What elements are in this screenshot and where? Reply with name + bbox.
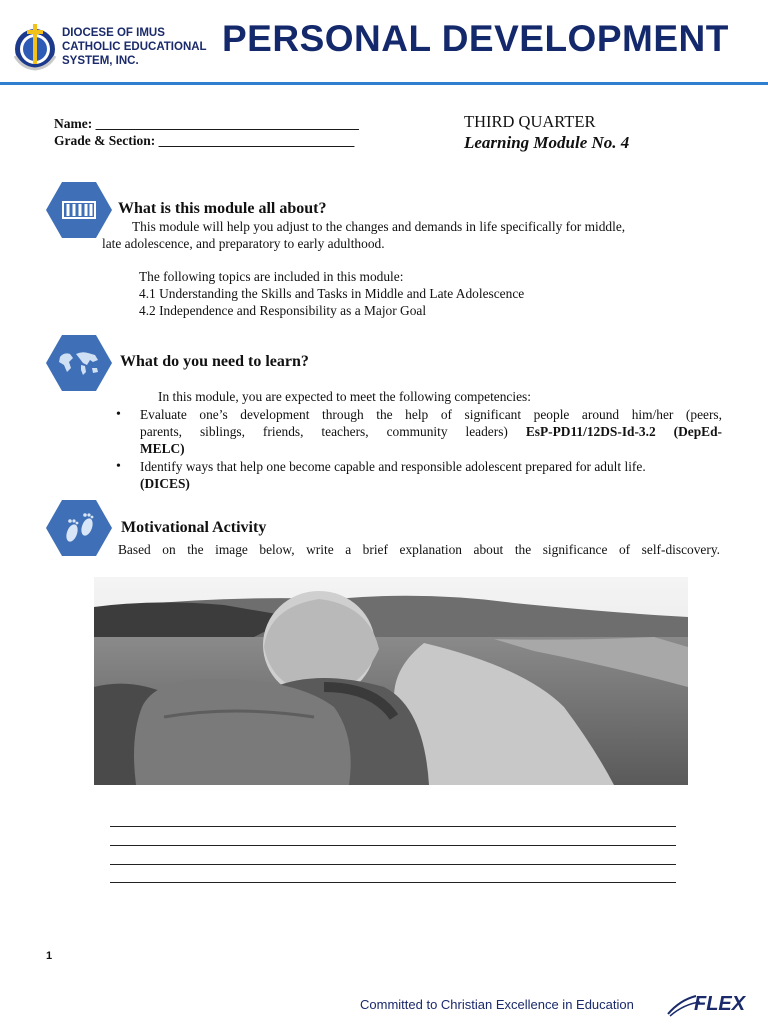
module-intro-line2: late adolescence, and preparatory to early adulthood. [102,236,385,251]
name-field[interactable]: Name: _______________________________________ [54,116,359,131]
section-heading-motivational: Motivational Activity [121,519,267,536]
section-heading-learn: What do you need to learn? [120,353,309,370]
answer-line[interactable] [110,864,676,865]
answer-line[interactable] [110,845,676,846]
topic-item: 4.2 Independence and Responsibility as a Major Goal [139,303,427,318]
section-heading-about: What is this module all about? [118,200,327,217]
competency-1-code-cont: MELC) [140,441,185,456]
competency-item [116,406,722,457]
world-map-icon [46,335,112,391]
topics-intro: The following topics are included in this module: [139,269,404,284]
topic-item: 4.1 Understanding the Skills and Tasks in Middle and Late Adolescence [139,286,525,301]
competency-1-text: parents, siblings, friends, teachers, community leaders) [140,424,508,439]
abacus-icon [46,182,112,238]
activity-instruction: Based on the image below, write a brief explanation about the significance of self-discovery. [118,542,720,557]
self-discovery-photo [94,577,688,785]
module-intro-line1: This module will help you adjust to the changes and demands in life specifically for middle, [132,219,626,234]
organization-name [62,26,207,68]
competency-1-line1: • Evaluate one’s development through the help of significant people around him/her (peers, [140,407,722,422]
page-number: 1 [46,950,53,962]
competencies-intro: In this module, you are expected to meet the following competencies: [158,389,531,404]
document-title: PERSONAL DEVELOPMENT [222,18,729,59]
competency-list [116,406,722,493]
flex-logo [666,986,754,1018]
footprints-icon [46,500,112,556]
competency-2-text: • Identify ways that help one become capable and responsible adolescent prepared for adult life. [140,459,646,474]
competency-1-code: EsP-PD11/12DS-Id-3.2 (DepEd- [525,424,722,439]
header-divider [0,82,768,85]
competency-2-code: (DICES) [140,476,190,491]
answer-line[interactable] [110,826,676,827]
org-line-1: DIOCESE OF IMUS [62,27,165,39]
competency-1-line2 [140,423,722,440]
answer-line[interactable] [110,882,676,883]
grade-section-field[interactable]: Grade & Section: _____________________________ [54,133,355,148]
module-number: Learning Module No. 4 [464,133,630,152]
quarter-label: THIRD QUARTER [464,112,596,131]
org-line-3: SYSTEM, INC. [62,55,139,67]
flex-logo-text: FLEX [694,993,746,1015]
diocese-logo [12,22,58,72]
footer-tagline: Committed to Christian Excellence in Education [360,997,634,1012]
org-line-2: CATHOLIC EDUCATIONAL [62,41,207,53]
competency-item [116,458,722,492]
